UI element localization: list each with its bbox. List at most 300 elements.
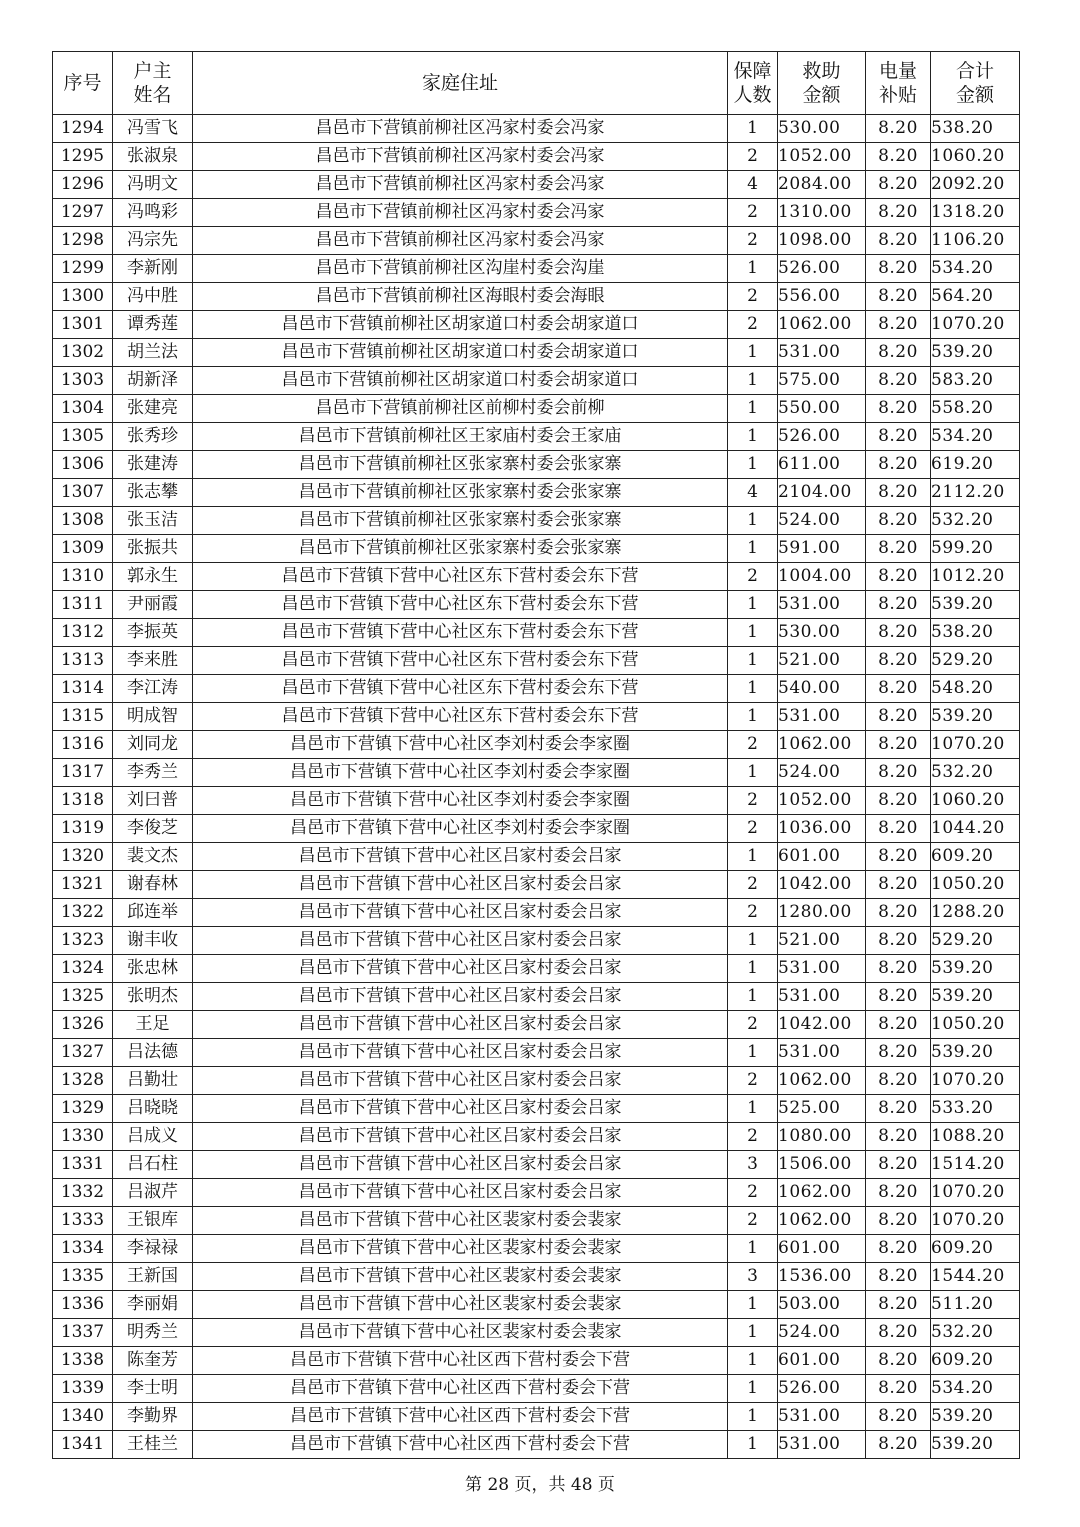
cell-elec: 8.20 xyxy=(866,255,931,283)
cell-elec: 8.20 xyxy=(866,1431,931,1459)
cell-count: 2 xyxy=(728,311,778,339)
cell-total: 583.20 xyxy=(931,367,1020,395)
cell-name: 冯明文 xyxy=(113,171,193,199)
cell-name: 明成智 xyxy=(113,703,193,731)
cell-elec: 8.20 xyxy=(866,1067,931,1095)
cell-seq: 1332 xyxy=(53,1179,113,1207)
header-aid: 救助 金额 xyxy=(778,52,866,115)
table-row xyxy=(53,367,1020,395)
cell-total: 529.20 xyxy=(931,927,1020,955)
cell-aid: 524.00 xyxy=(778,507,866,535)
cell-seq: 1310 xyxy=(53,563,113,591)
cell-elec: 8.20 xyxy=(866,171,931,199)
cell-elec: 8.20 xyxy=(866,815,931,843)
cell-total: 1088.20 xyxy=(931,1123,1020,1151)
cell-elec: 8.20 xyxy=(866,871,931,899)
table-row xyxy=(53,1151,1020,1179)
cell-name: 吕法德 xyxy=(113,1039,193,1067)
header-count: 保障 人数 xyxy=(728,52,778,115)
cell-aid: 556.00 xyxy=(778,283,866,311)
cell-count: 1 xyxy=(728,423,778,451)
cell-total: 1544.20 xyxy=(931,1263,1020,1291)
cell-address: 昌邑市下营镇前柳社区胡家道口村委会胡家道口 xyxy=(193,339,728,367)
cell-name: 李俊芝 xyxy=(113,815,193,843)
cell-elec: 8.20 xyxy=(866,1263,931,1291)
cell-count: 2 xyxy=(728,787,778,815)
table-row xyxy=(53,563,1020,591)
cell-aid: 531.00 xyxy=(778,983,866,1011)
cell-elec: 8.20 xyxy=(866,1179,931,1207)
cell-name: 裴文杰 xyxy=(113,843,193,871)
cell-aid: 531.00 xyxy=(778,1403,866,1431)
cell-seq: 1340 xyxy=(53,1403,113,1431)
cell-count: 2 xyxy=(728,143,778,171)
cell-name: 王新国 xyxy=(113,1263,193,1291)
cell-count: 2 xyxy=(728,1011,778,1039)
cell-elec: 8.20 xyxy=(866,143,931,171)
cell-aid: 1080.00 xyxy=(778,1123,866,1151)
table-row xyxy=(53,871,1020,899)
table-row xyxy=(53,255,1020,283)
cell-elec: 8.20 xyxy=(866,843,931,871)
cell-address: 昌邑市下营镇下营中心社区吕家村委会吕家 xyxy=(193,1179,728,1207)
cell-count: 2 xyxy=(728,563,778,591)
cell-seq: 1296 xyxy=(53,171,113,199)
table-row xyxy=(53,1039,1020,1067)
cell-seq: 1322 xyxy=(53,899,113,927)
cell-name: 明秀兰 xyxy=(113,1319,193,1347)
cell-total: 534.20 xyxy=(931,255,1020,283)
cell-count: 1 xyxy=(728,1319,778,1347)
cell-count: 2 xyxy=(728,283,778,311)
cell-seq: 1334 xyxy=(53,1235,113,1263)
cell-aid: 1536.00 xyxy=(778,1263,866,1291)
cell-name: 张秀珍 xyxy=(113,423,193,451)
cell-name: 陈奎芳 xyxy=(113,1347,193,1375)
cell-name: 吕淑芹 xyxy=(113,1179,193,1207)
cell-elec: 8.20 xyxy=(866,787,931,815)
cell-seq: 1308 xyxy=(53,507,113,535)
cell-count: 1 xyxy=(728,927,778,955)
cell-aid: 1062.00 xyxy=(778,1067,866,1095)
cell-aid: 601.00 xyxy=(778,1347,866,1375)
table-row xyxy=(53,199,1020,227)
table-row xyxy=(53,1263,1020,1291)
cell-address: 昌邑市下营镇前柳社区胡家道口村委会胡家道口 xyxy=(193,367,728,395)
cell-aid: 526.00 xyxy=(778,1375,866,1403)
cell-count: 2 xyxy=(728,199,778,227)
cell-count: 2 xyxy=(728,815,778,843)
cell-aid: 2084.00 xyxy=(778,171,866,199)
cell-aid: 531.00 xyxy=(778,591,866,619)
cell-address: 昌邑市下营镇前柳社区张家寨村委会张家寨 xyxy=(193,451,728,479)
cell-total: 539.20 xyxy=(931,983,1020,1011)
table-row xyxy=(53,759,1020,787)
table-row xyxy=(53,1375,1020,1403)
table-row xyxy=(53,451,1020,479)
cell-name: 李振英 xyxy=(113,619,193,647)
cell-address: 昌邑市下营镇前柳社区冯家村委会冯家 xyxy=(193,143,728,171)
cell-elec: 8.20 xyxy=(866,423,931,451)
cell-address: 昌邑市下营镇下营中心社区吕家村委会吕家 xyxy=(193,955,728,983)
table-row xyxy=(53,703,1020,731)
cell-address: 昌邑市下营镇下营中心社区西下营村委会下营 xyxy=(193,1375,728,1403)
cell-address: 昌邑市下营镇前柳社区张家寨村委会张家寨 xyxy=(193,507,728,535)
table-row xyxy=(53,619,1020,647)
cell-address: 昌邑市下营镇下营中心社区李刘村委会李家圈 xyxy=(193,759,728,787)
cell-name: 张忠林 xyxy=(113,955,193,983)
cell-count: 2 xyxy=(728,871,778,899)
cell-total: 534.20 xyxy=(931,423,1020,451)
cell-seq: 1319 xyxy=(53,815,113,843)
cell-aid: 526.00 xyxy=(778,255,866,283)
cell-aid: 524.00 xyxy=(778,1319,866,1347)
cell-name: 李士明 xyxy=(113,1375,193,1403)
cell-name: 冯雪飞 xyxy=(113,115,193,143)
cell-name: 冯中胜 xyxy=(113,283,193,311)
cell-seq: 1302 xyxy=(53,339,113,367)
cell-seq: 1317 xyxy=(53,759,113,787)
cell-total: 2092.20 xyxy=(931,171,1020,199)
cell-count: 1 xyxy=(728,759,778,787)
cell-seq: 1325 xyxy=(53,983,113,1011)
cell-address: 昌邑市下营镇前柳社区张家寨村委会张家寨 xyxy=(193,479,728,507)
table-row xyxy=(53,311,1020,339)
cell-address: 昌邑市下营镇下营中心社区吕家村委会吕家 xyxy=(193,1039,728,1067)
cell-aid: 531.00 xyxy=(778,1431,866,1459)
header-row xyxy=(53,52,1020,115)
cell-aid: 1062.00 xyxy=(778,1179,866,1207)
table-row xyxy=(53,1235,1020,1263)
table-body xyxy=(53,115,1020,1459)
cell-name: 谢春林 xyxy=(113,871,193,899)
cell-total: 1514.20 xyxy=(931,1151,1020,1179)
cell-seq: 1333 xyxy=(53,1207,113,1235)
cell-address: 昌邑市下营镇下营中心社区吕家村委会吕家 xyxy=(193,1067,728,1095)
cell-seq: 1298 xyxy=(53,227,113,255)
cell-elec: 8.20 xyxy=(866,1235,931,1263)
cell-aid: 1062.00 xyxy=(778,1207,866,1235)
table-row xyxy=(53,983,1020,1011)
cell-total: 1012.20 xyxy=(931,563,1020,591)
cell-count: 1 xyxy=(728,1431,778,1459)
cell-seq: 1331 xyxy=(53,1151,113,1179)
cell-name: 冯鸣彩 xyxy=(113,199,193,227)
cell-total: 539.20 xyxy=(931,1039,1020,1067)
table-row xyxy=(53,647,1020,675)
cell-seq: 1323 xyxy=(53,927,113,955)
cell-address: 昌邑市下营镇下营中心社区裴家村委会裴家 xyxy=(193,1291,728,1319)
cell-count: 1 xyxy=(728,703,778,731)
cell-aid: 531.00 xyxy=(778,955,866,983)
cell-address: 昌邑市下营镇下营中心社区吕家村委会吕家 xyxy=(193,1151,728,1179)
cell-aid: 575.00 xyxy=(778,367,866,395)
cell-address: 昌邑市下营镇下营中心社区西下营村委会下营 xyxy=(193,1403,728,1431)
cell-seq: 1312 xyxy=(53,619,113,647)
cell-aid: 1036.00 xyxy=(778,815,866,843)
cell-total: 599.20 xyxy=(931,535,1020,563)
cell-count: 2 xyxy=(728,1123,778,1151)
cell-total: 1070.20 xyxy=(931,1179,1020,1207)
cell-aid: 503.00 xyxy=(778,1291,866,1319)
cell-elec: 8.20 xyxy=(866,703,931,731)
cell-address: 昌邑市下营镇前柳社区沟崖村委会沟崖 xyxy=(193,255,728,283)
cell-total: 538.20 xyxy=(931,115,1020,143)
cell-count: 2 xyxy=(728,1067,778,1095)
cell-address: 昌邑市下营镇下营中心社区吕家村委会吕家 xyxy=(193,899,728,927)
cell-seq: 1326 xyxy=(53,1011,113,1039)
cell-elec: 8.20 xyxy=(866,1039,931,1067)
cell-total: 1060.20 xyxy=(931,143,1020,171)
header-elec: 电量 补贴 xyxy=(866,52,931,115)
cell-name: 邱连举 xyxy=(113,899,193,927)
table-row xyxy=(53,731,1020,759)
table-row xyxy=(53,955,1020,983)
table-row xyxy=(53,1123,1020,1151)
cell-aid: 1052.00 xyxy=(778,143,866,171)
cell-address: 昌邑市下营镇前柳社区前柳村委会前柳 xyxy=(193,395,728,423)
cell-elec: 8.20 xyxy=(866,983,931,1011)
cell-aid: 1004.00 xyxy=(778,563,866,591)
cell-aid: 1042.00 xyxy=(778,1011,866,1039)
cell-elec: 8.20 xyxy=(866,647,931,675)
cell-name: 刘曰普 xyxy=(113,787,193,815)
cell-total: 1060.20 xyxy=(931,787,1020,815)
cell-address: 昌邑市下营镇前柳社区冯家村委会冯家 xyxy=(193,199,728,227)
cell-aid: 1062.00 xyxy=(778,311,866,339)
header-total: 合计 金额 xyxy=(931,52,1020,115)
cell-address: 昌邑市下营镇前柳社区冯家村委会冯家 xyxy=(193,171,728,199)
cell-seq: 1315 xyxy=(53,703,113,731)
cell-seq: 1335 xyxy=(53,1263,113,1291)
cell-total: 1044.20 xyxy=(931,815,1020,843)
cell-total: 529.20 xyxy=(931,647,1020,675)
cell-total: 1050.20 xyxy=(931,871,1020,899)
cell-aid: 526.00 xyxy=(778,423,866,451)
cell-total: 564.20 xyxy=(931,283,1020,311)
cell-name: 尹丽霞 xyxy=(113,591,193,619)
cell-count: 2 xyxy=(728,899,778,927)
cell-count: 1 xyxy=(728,507,778,535)
cell-name: 胡新泽 xyxy=(113,367,193,395)
cell-elec: 8.20 xyxy=(866,899,931,927)
cell-count: 1 xyxy=(728,395,778,423)
cell-aid: 530.00 xyxy=(778,115,866,143)
cell-count: 1 xyxy=(728,1235,778,1263)
cell-total: 533.20 xyxy=(931,1095,1020,1123)
table-row xyxy=(53,1067,1020,1095)
cell-total: 534.20 xyxy=(931,1375,1020,1403)
cell-seq: 1321 xyxy=(53,871,113,899)
cell-address: 昌邑市下营镇下营中心社区李刘村委会李家圈 xyxy=(193,731,728,759)
cell-aid: 1310.00 xyxy=(778,199,866,227)
cell-seq: 1305 xyxy=(53,423,113,451)
cell-address: 昌邑市下营镇下营中心社区东下营村委会东下营 xyxy=(193,675,728,703)
cell-address: 昌邑市下营镇下营中心社区东下营村委会东下营 xyxy=(193,647,728,675)
cell-address: 昌邑市下营镇前柳社区张家寨村委会张家寨 xyxy=(193,535,728,563)
cell-elec: 8.20 xyxy=(866,1011,931,1039)
cell-total: 539.20 xyxy=(931,339,1020,367)
cell-aid: 521.00 xyxy=(778,647,866,675)
cell-elec: 8.20 xyxy=(866,591,931,619)
cell-total: 1070.20 xyxy=(931,731,1020,759)
cell-name: 张振共 xyxy=(113,535,193,563)
cell-address: 昌邑市下营镇下营中心社区东下营村委会东下营 xyxy=(193,591,728,619)
cell-elec: 8.20 xyxy=(866,227,931,255)
cell-count: 1 xyxy=(728,115,778,143)
table-row xyxy=(53,1095,1020,1123)
header-address: 家庭住址 xyxy=(193,52,728,115)
cell-name: 张建亮 xyxy=(113,395,193,423)
cell-name: 谭秀莲 xyxy=(113,311,193,339)
cell-aid: 524.00 xyxy=(778,759,866,787)
cell-address: 昌邑市下营镇前柳社区胡家道口村委会胡家道口 xyxy=(193,311,728,339)
cell-total: 1070.20 xyxy=(931,1067,1020,1095)
cell-address: 昌邑市下营镇下营中心社区吕家村委会吕家 xyxy=(193,1011,728,1039)
cell-address: 昌邑市下营镇下营中心社区裴家村委会裴家 xyxy=(193,1207,728,1235)
table-row xyxy=(53,507,1020,535)
cell-count: 1 xyxy=(728,1291,778,1319)
cell-count: 1 xyxy=(728,647,778,675)
cell-total: 532.20 xyxy=(931,1319,1020,1347)
cell-elec: 8.20 xyxy=(866,367,931,395)
cell-seq: 1314 xyxy=(53,675,113,703)
cell-total: 1288.20 xyxy=(931,899,1020,927)
cell-elec: 8.20 xyxy=(866,1095,931,1123)
cell-elec: 8.20 xyxy=(866,1319,931,1347)
cell-seq: 1316 xyxy=(53,731,113,759)
cell-total: 1070.20 xyxy=(931,311,1020,339)
cell-aid: 611.00 xyxy=(778,451,866,479)
cell-seq: 1339 xyxy=(53,1375,113,1403)
cell-total: 1106.20 xyxy=(931,227,1020,255)
cell-total: 2112.20 xyxy=(931,479,1020,507)
cell-total: 539.20 xyxy=(931,703,1020,731)
cell-address: 昌邑市下营镇下营中心社区东下营村委会东下营 xyxy=(193,563,728,591)
table-row xyxy=(53,1319,1020,1347)
table-row xyxy=(53,535,1020,563)
cell-address: 昌邑市下营镇下营中心社区东下营村委会东下营 xyxy=(193,619,728,647)
cell-name: 张玉洁 xyxy=(113,507,193,535)
cell-name: 吕成义 xyxy=(113,1123,193,1151)
table-row xyxy=(53,1179,1020,1207)
cell-address: 昌邑市下营镇下营中心社区吕家村委会吕家 xyxy=(193,843,728,871)
cell-aid: 591.00 xyxy=(778,535,866,563)
cell-seq: 1309 xyxy=(53,535,113,563)
cell-elec: 8.20 xyxy=(866,1123,931,1151)
cell-address: 昌邑市下营镇下营中心社区西下营村委会下营 xyxy=(193,1431,728,1459)
table-row xyxy=(53,115,1020,143)
cell-count: 1 xyxy=(728,591,778,619)
cell-name: 张明杰 xyxy=(113,983,193,1011)
cell-name: 张志攀 xyxy=(113,479,193,507)
table-row xyxy=(53,815,1020,843)
cell-elec: 8.20 xyxy=(866,479,931,507)
cell-name: 谢丰收 xyxy=(113,927,193,955)
cell-seq: 1338 xyxy=(53,1347,113,1375)
cell-total: 511.20 xyxy=(931,1291,1020,1319)
table-row xyxy=(53,395,1020,423)
cell-name: 李勤界 xyxy=(113,1403,193,1431)
cell-count: 1 xyxy=(728,619,778,647)
cell-seq: 1324 xyxy=(53,955,113,983)
cell-count: 4 xyxy=(728,479,778,507)
cell-name: 李来胜 xyxy=(113,647,193,675)
cell-address: 昌邑市下营镇下营中心社区李刘村委会李家圈 xyxy=(193,815,728,843)
cell-elec: 8.20 xyxy=(866,731,931,759)
cell-elec: 8.20 xyxy=(866,1207,931,1235)
cell-total: 609.20 xyxy=(931,843,1020,871)
cell-total: 1050.20 xyxy=(931,1011,1020,1039)
cell-seq: 1299 xyxy=(53,255,113,283)
cell-elec: 8.20 xyxy=(866,451,931,479)
cell-aid: 550.00 xyxy=(778,395,866,423)
cell-total: 558.20 xyxy=(931,395,1020,423)
cell-aid: 531.00 xyxy=(778,339,866,367)
cell-seq: 1330 xyxy=(53,1123,113,1151)
cell-elec: 8.20 xyxy=(866,339,931,367)
cell-aid: 1506.00 xyxy=(778,1151,866,1179)
table-row xyxy=(53,591,1020,619)
cell-count: 1 xyxy=(728,675,778,703)
cell-seq: 1320 xyxy=(53,843,113,871)
cell-name: 冯宗先 xyxy=(113,227,193,255)
cell-total: 532.20 xyxy=(931,507,1020,535)
table-row xyxy=(53,283,1020,311)
cell-aid: 531.00 xyxy=(778,703,866,731)
table-row xyxy=(53,1431,1020,1459)
cell-name: 郭永生 xyxy=(113,563,193,591)
cell-count: 1 xyxy=(728,983,778,1011)
cell-seq: 1318 xyxy=(53,787,113,815)
cell-name: 刘同龙 xyxy=(113,731,193,759)
cell-aid: 2104.00 xyxy=(778,479,866,507)
cell-total: 609.20 xyxy=(931,1347,1020,1375)
table-row xyxy=(53,787,1020,815)
cell-total: 539.20 xyxy=(931,591,1020,619)
cell-elec: 8.20 xyxy=(866,311,931,339)
cell-address: 昌邑市下营镇前柳社区海眼村委会海眼 xyxy=(193,283,728,311)
cell-address: 昌邑市下营镇下营中心社区李刘村委会李家圈 xyxy=(193,787,728,815)
cell-elec: 8.20 xyxy=(866,759,931,787)
cell-count: 1 xyxy=(728,1403,778,1431)
cell-count: 2 xyxy=(728,1207,778,1235)
cell-address: 昌邑市下营镇前柳社区冯家村委会冯家 xyxy=(193,227,728,255)
cell-seq: 1300 xyxy=(53,283,113,311)
cell-name: 王足 xyxy=(113,1011,193,1039)
cell-count: 1 xyxy=(728,255,778,283)
cell-elec: 8.20 xyxy=(866,955,931,983)
cell-address: 昌邑市下营镇下营中心社区吕家村委会吕家 xyxy=(193,927,728,955)
cell-seq: 1336 xyxy=(53,1291,113,1319)
cell-address: 昌邑市下营镇下营中心社区裴家村委会裴家 xyxy=(193,1319,728,1347)
cell-aid: 601.00 xyxy=(778,843,866,871)
table-row xyxy=(53,339,1020,367)
cell-address: 昌邑市下营镇前柳社区王家庙村委会王家庙 xyxy=(193,423,728,451)
cell-address: 昌邑市下营镇下营中心社区吕家村委会吕家 xyxy=(193,983,728,1011)
cell-seq: 1327 xyxy=(53,1039,113,1067)
cell-aid: 525.00 xyxy=(778,1095,866,1123)
cell-count: 1 xyxy=(728,955,778,983)
cell-elec: 8.20 xyxy=(866,535,931,563)
cell-address: 昌邑市下营镇前柳社区冯家村委会冯家 xyxy=(193,115,728,143)
cell-seq: 1303 xyxy=(53,367,113,395)
table-row xyxy=(53,227,1020,255)
table-row xyxy=(53,143,1020,171)
cell-total: 619.20 xyxy=(931,451,1020,479)
cell-count: 1 xyxy=(728,1375,778,1403)
cell-seq: 1301 xyxy=(53,311,113,339)
